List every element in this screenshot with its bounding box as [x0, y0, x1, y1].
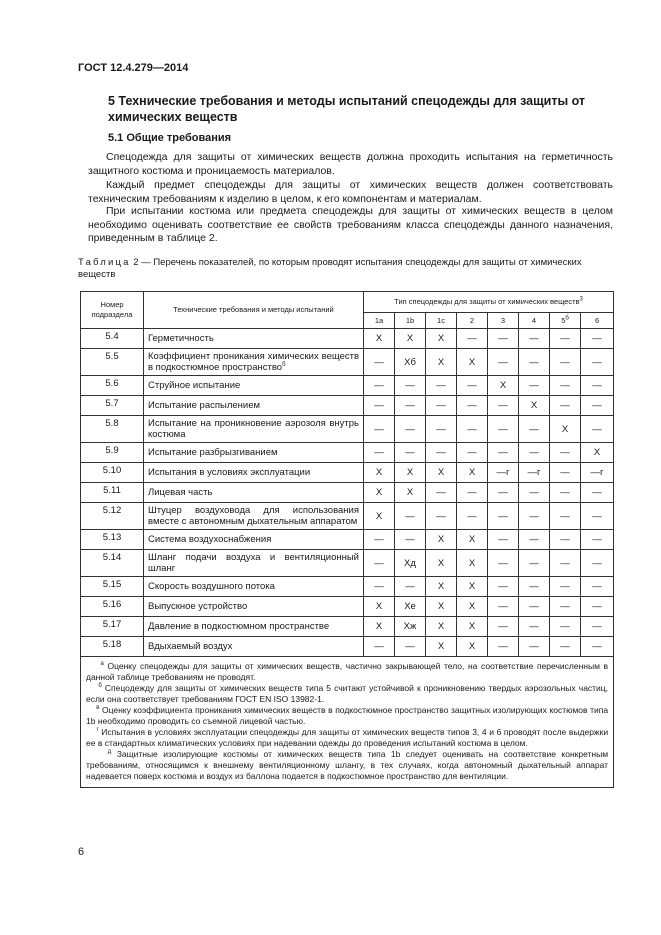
row-requirement — [144, 443, 364, 463]
cell-type-2: X — [457, 597, 488, 617]
table-row — [81, 376, 614, 396]
cell-type-1b: X — [395, 463, 426, 483]
footnote — [86, 683, 608, 705]
cell-type-4: — — [519, 617, 550, 637]
type-label: 1b — [405, 315, 415, 325]
cell-type-1b: — — [395, 396, 426, 416]
type-header-1a — [364, 313, 395, 329]
notes-row — [81, 657, 614, 788]
cell-type-5: — — [550, 396, 581, 416]
cell-type-1a: — — [364, 577, 395, 597]
subsection-title: 5.1 Общие требования — [108, 132, 232, 144]
row-number: 5.10 — [81, 463, 144, 483]
row-number: 5.6 — [81, 376, 144, 396]
cell-type-4: — — [519, 349, 550, 376]
cell-type-1c: — — [426, 376, 457, 396]
cell-type-3: — — [488, 530, 519, 550]
table-row — [81, 396, 614, 416]
cell-type-1a: — — [364, 349, 395, 376]
cell-type-5: — — [550, 550, 581, 577]
cell-type-2: X — [457, 463, 488, 483]
cell-type-4: — — [519, 443, 550, 463]
row-requirement-text: Шланг подачи воздуха и вентиляционный шланг — [148, 552, 359, 574]
cell-type-6: — — [581, 349, 614, 376]
row-requirement — [144, 416, 364, 443]
cell-type-4: — — [519, 483, 550, 503]
cell-type-1a: — — [364, 637, 395, 657]
row-requirement-text: Вдыхаемый воздух — [148, 641, 233, 652]
cell-type-3: — — [488, 550, 519, 577]
cell-type-1c: X — [426, 530, 457, 550]
cell-type-5: — — [550, 329, 581, 349]
row-requirement-text: Испытание разбрызгиванием — [148, 447, 278, 458]
row-requirement-text: Струйное испытание — [148, 380, 241, 391]
cell-type-6: — — [581, 530, 614, 550]
cell-type-2: — — [457, 483, 488, 503]
row-requirement — [144, 463, 364, 483]
cell-type-2: X — [457, 349, 488, 376]
cell-type-4: — — [519, 416, 550, 443]
footnote-mark: б — [98, 683, 102, 690]
cell-type-5: — — [550, 637, 581, 657]
row-requirement — [144, 577, 364, 597]
cell-type-1a: X — [364, 503, 395, 530]
footnote — [86, 749, 608, 782]
table-row — [81, 329, 614, 349]
cell-type-1b: — — [395, 577, 426, 597]
cell-type-2: — — [457, 396, 488, 416]
table-row — [81, 349, 614, 376]
footnote-mark: в — [96, 705, 100, 712]
cell-type-1c: X — [426, 550, 457, 577]
type-header-6 — [581, 313, 614, 329]
table-notes — [81, 657, 614, 788]
row-requirement-text: Коэффициент проникания химических веществ в подкостюмное пространство — [148, 351, 359, 373]
type-label: 4 — [531, 315, 537, 325]
cell-type-1b: — — [395, 416, 426, 443]
cell-type-1c: X — [426, 463, 457, 483]
cell-type-4: — — [519, 376, 550, 396]
footnote — [86, 727, 608, 749]
cell-type-5: — — [550, 503, 581, 530]
cell-type-5: — — [550, 376, 581, 396]
row-number: 5.14 — [81, 550, 144, 577]
table-row — [81, 483, 614, 503]
cell-type-3: — — [488, 329, 519, 349]
cell-type-2: X — [457, 577, 488, 597]
paragraph-3-text: При испытании костюма или предмета спецодежды для защиты от химических веществ в целом необходимо оценивать соответствие ее свойств требованиям класса спецодежды данного назначения, приведенным в таблице 2. — [88, 205, 613, 244]
header-requirements: Технические требования и методы испытаний — [144, 292, 364, 329]
row-number: 5.8 — [81, 416, 144, 443]
paragraph-2 — [88, 179, 613, 206]
table-row — [81, 597, 614, 617]
type-label: 6 — [594, 315, 600, 325]
footnote-mark: а — [100, 661, 104, 668]
cell-type-5: — — [550, 463, 581, 483]
cell-type-5: X — [550, 416, 581, 443]
cell-type-3: —г — [488, 463, 519, 483]
cell-type-3: — — [488, 483, 519, 503]
type-5-sup: б — [565, 315, 569, 321]
cell-type-3: — — [488, 577, 519, 597]
cell-type-1c: — — [426, 503, 457, 530]
footnote-text: Оценку спецодежды для защиты от химических веществ, частично закрывающей тело, на соответствие перечисленным в данной таблице требованиям не проводят. — [86, 661, 609, 682]
row-requirement-text: Лицевая часть — [148, 487, 213, 498]
cell-type-3: — — [488, 349, 519, 376]
footnote-text: Спецодежду для защиты от химических веществ типа 5 считают устойчивой к проникновению твердых аэрозольных частиц, если она соответствует требованиям ГОСТ EN ISO 13982-1. — [86, 683, 609, 704]
cell-type-1c: X — [426, 329, 457, 349]
type-header-4 — [519, 313, 550, 329]
table-row — [81, 443, 614, 463]
table-row — [81, 530, 614, 550]
table-row — [81, 463, 614, 483]
row-requirement-text: Испытание на проникновение аэрозоля внутрь костюма — [148, 418, 359, 440]
type-header-1b — [395, 313, 426, 329]
footnote-text: Оценку коэффициента проникания химических веществ в подкостюмное пространство защитных изолирующих костюмов типа 1b необходимо проводить со съемной лицевой частью. — [86, 705, 609, 726]
page-number: 6 — [78, 846, 85, 858]
cell-type-6: — — [581, 396, 614, 416]
cell-type-5: — — [550, 483, 581, 503]
cell-type-6: — — [581, 637, 614, 657]
cell-type-3: — — [488, 416, 519, 443]
table-row — [81, 503, 614, 530]
cell-type-1a: X — [364, 463, 395, 483]
type-label: 5 — [561, 315, 566, 325]
cell-type-1c: X — [426, 349, 457, 376]
row-number: 5.12 — [81, 503, 144, 530]
cell-type-1c: X — [426, 637, 457, 657]
cell-type-2: X — [457, 530, 488, 550]
header-types-text: Тип спецодежды для защиты от химических веществ — [394, 297, 580, 306]
row-requirement — [144, 349, 364, 376]
cell-type-6: — — [581, 550, 614, 577]
caption-label: Таблица — [78, 257, 131, 268]
table-row — [81, 416, 614, 443]
type-label: 1c — [437, 315, 445, 325]
row-requirement-text: Испытания в условиях эксплуатации — [148, 467, 311, 478]
row-requirement — [144, 376, 364, 396]
table-caption — [78, 257, 613, 281]
cell-type-2: X — [457, 637, 488, 657]
row-number: 5.11 — [81, 483, 144, 503]
footnote-mark: г — [96, 727, 99, 734]
cell-type-4: — — [519, 503, 550, 530]
cell-type-1a: — — [364, 416, 395, 443]
row-requirement-sup: б — [282, 361, 286, 368]
cell-type-1b: — — [395, 503, 426, 530]
cell-type-1a: X — [364, 617, 395, 637]
cell-type-5: — — [550, 443, 581, 463]
cell-type-3: — — [488, 503, 519, 530]
cell-type-5: — — [550, 530, 581, 550]
cell-type-2: X — [457, 550, 488, 577]
paragraph-1 — [88, 151, 613, 178]
cell-type-5: — — [550, 577, 581, 597]
cell-type-1b: Xж — [395, 617, 426, 637]
row-requirement-text: Испытание распылением — [148, 400, 261, 411]
cell-type-6: — — [581, 329, 614, 349]
cell-type-6: — — [581, 503, 614, 530]
row-number: 5.13 — [81, 530, 144, 550]
type-header-5 — [550, 313, 581, 329]
paragraph-3 — [88, 205, 613, 246]
cell-type-2: — — [457, 376, 488, 396]
cell-type-1a: X — [364, 483, 395, 503]
header-number: Номер подраздела — [81, 292, 144, 329]
row-requirement-text: Штуцер воздуховода для использования вместе с автономным дыхательным аппаратом — [148, 505, 359, 527]
row-requirement — [144, 597, 364, 617]
cell-type-6: — — [581, 617, 614, 637]
footnote — [86, 661, 608, 683]
cell-type-2: X — [457, 617, 488, 637]
cell-type-1c: — — [426, 443, 457, 463]
cell-type-6: —г — [581, 463, 614, 483]
footnote — [86, 705, 608, 727]
table-row — [81, 617, 614, 637]
type-label: 2 — [469, 315, 475, 325]
cell-type-1b: — — [395, 530, 426, 550]
cell-type-6: — — [581, 597, 614, 617]
cell-type-3: — — [488, 637, 519, 657]
row-requirement — [144, 617, 364, 637]
cell-type-1c: X — [426, 577, 457, 597]
cell-type-2: — — [457, 329, 488, 349]
cell-type-2: — — [457, 416, 488, 443]
cell-type-1c: — — [426, 483, 457, 503]
cell-type-4: — — [519, 329, 550, 349]
row-requirement — [144, 637, 364, 657]
table-row — [81, 577, 614, 597]
cell-type-1b: X — [395, 329, 426, 349]
cell-type-1c: — — [426, 396, 457, 416]
row-requirement-text: Давление в подкостюмном пространстве — [148, 621, 330, 632]
row-requirement — [144, 503, 364, 530]
row-requirement — [144, 396, 364, 416]
cell-type-4: — — [519, 530, 550, 550]
cell-type-6: — — [581, 416, 614, 443]
cell-type-1b: Xе — [395, 597, 426, 617]
cell-type-4: — — [519, 550, 550, 577]
cell-type-1c: X — [426, 597, 457, 617]
table-row — [81, 637, 614, 657]
cell-type-4: — — [519, 577, 550, 597]
cell-type-4: — — [519, 637, 550, 657]
cell-type-1b: Xд — [395, 550, 426, 577]
row-requirement-text: Система воздухоснабжения — [148, 534, 272, 545]
section-title: 5 Технические требования и методы испытаний спецодежды для защиты от химических веществ — [108, 94, 586, 124]
row-requirement-text: Выпускное устройство — [148, 601, 248, 612]
cell-type-2: — — [457, 503, 488, 530]
row-requirement — [144, 329, 364, 349]
cell-type-3: — — [488, 396, 519, 416]
cell-type-1a: — — [364, 550, 395, 577]
cell-type-3: — — [488, 443, 519, 463]
type-header-2 — [457, 313, 488, 329]
cell-type-1b: — — [395, 637, 426, 657]
document-header: ГОСТ 12.4.279—2014 — [78, 62, 189, 74]
cell-type-2: — — [457, 443, 488, 463]
cell-type-1a: X — [364, 597, 395, 617]
cell-type-3: — — [488, 617, 519, 637]
requirements-table — [80, 291, 614, 788]
row-number: 5.5 — [81, 349, 144, 376]
cell-type-1c: — — [426, 416, 457, 443]
type-label: 3 — [500, 315, 506, 325]
table-row — [81, 550, 614, 577]
cell-type-1a: — — [364, 376, 395, 396]
header-types-sup: 3 — [579, 296, 583, 303]
cell-type-6: — — [581, 577, 614, 597]
row-requirement — [144, 530, 364, 550]
footnote-text: Испытания в условиях эксплуатации спецодежды для защиты от химических веществ типов 3, 4 и 6 проводят после выдержки ее в стандартных климатических условиях при надевании одежды до проведения испытаний костюма в целом. — [86, 727, 609, 748]
cell-type-1a: — — [364, 530, 395, 550]
row-number: 5.7 — [81, 396, 144, 416]
cell-type-1a: — — [364, 396, 395, 416]
cell-type-1a: X — [364, 329, 395, 349]
type-header-1c — [426, 313, 457, 329]
row-number: 5.4 — [81, 329, 144, 349]
cell-type-3: X — [488, 376, 519, 396]
row-number: 5.16 — [81, 597, 144, 617]
row-number: 5.17 — [81, 617, 144, 637]
footnote-mark: д — [107, 749, 112, 756]
cell-type-1c: X — [426, 617, 457, 637]
row-requirement-text: Скорость воздушного потока — [148, 581, 275, 592]
cell-type-6: — — [581, 376, 614, 396]
cell-type-4: —г — [519, 463, 550, 483]
paragraph-2-text: Каждый предмет спецодежды для защиты от химических веществ должен соответствовать техническим требованиям к изделию в целом, к его компонентам и материалам. — [88, 179, 613, 205]
cell-type-1a: — — [364, 443, 395, 463]
cell-type-4: X — [519, 396, 550, 416]
paragraph-1-text: Спецодежда для защиты от химических веществ должна проходить испытания на герметичность защитного костюма и проницаемость материалов. — [88, 151, 613, 177]
row-requirement — [144, 483, 364, 503]
cell-type-1b: X — [395, 483, 426, 503]
cell-type-3: — — [488, 597, 519, 617]
cell-type-5: — — [550, 349, 581, 376]
row-requirement-text: Герметичность — [148, 333, 214, 344]
row-number: 5.9 — [81, 443, 144, 463]
cell-type-5: — — [550, 597, 581, 617]
cell-type-6: — — [581, 483, 614, 503]
caption-text: 2 — Перечень показателей, по которым проводят испытания спецодежды для защиты от химических веществ — [78, 257, 582, 280]
row-number: 5.18 — [81, 637, 144, 657]
type-header-3 — [488, 313, 519, 329]
cell-type-6: X — [581, 443, 614, 463]
footnote-text: Защитные изолирующие костюмы от химических веществ типа 1b следует оценивать на соответствие конкретным требованиям, относящимся к внешнему вентиляционному шлангу, в тех случаях, когда автономный дыхательный аппарат надевается поверх костюма и воздух из баллона подается в подкостюмное пространство для вентиляции. — [86, 749, 609, 781]
cell-type-4: — — [519, 597, 550, 617]
cell-type-1b: — — [395, 443, 426, 463]
cell-type-5: — — [550, 617, 581, 637]
row-number: 5.15 — [81, 577, 144, 597]
type-label: 1a — [374, 315, 384, 325]
row-requirement — [144, 550, 364, 577]
header-types — [364, 292, 614, 313]
cell-type-1b: Xб — [395, 349, 426, 376]
cell-type-1b: — — [395, 376, 426, 396]
